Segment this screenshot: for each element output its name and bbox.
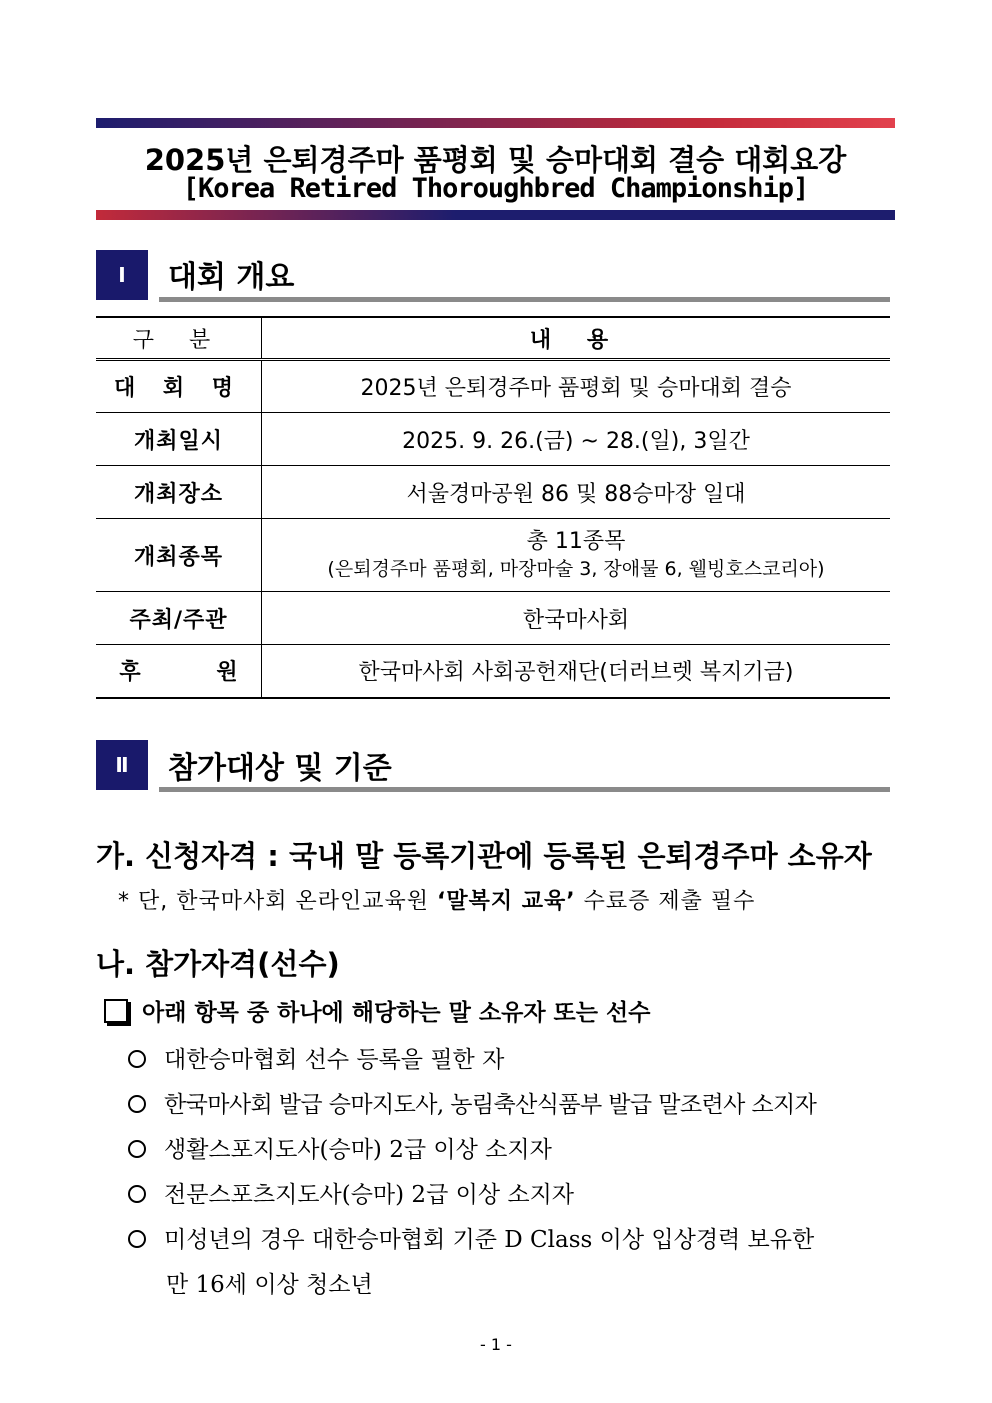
row-value: 서울경마공원 86 및 88승마장 일대 [262, 466, 891, 519]
checkbox-icon [104, 999, 128, 1023]
document-subtitle: [Korea Retired Thoroughbred Championship] [182, 173, 809, 204]
section1-title: 대회 개요 [168, 260, 295, 295]
table-row [96, 645, 890, 698]
check-item [104, 994, 650, 1027]
check-item-text: 아래 항목 중 하나에 해당하는 말 소유자 또는 선수 [142, 999, 651, 1026]
row-value [262, 519, 891, 592]
list-item [128, 1221, 814, 1254]
circle-bullet-icon [128, 1230, 146, 1248]
row-value: 한국마사회 사회공헌재단(더러브렛 복지기금) [262, 645, 891, 698]
list-item [128, 1176, 574, 1209]
row-value: 2025. 9. 26.(금) ~ 28.(일), 3일간 [262, 413, 891, 466]
table-row [96, 466, 890, 519]
table-row [96, 413, 890, 466]
list-item [128, 1131, 552, 1164]
circle-bullet-icon [128, 1095, 146, 1113]
row-value-sub: (은퇴경주마 품평회, 마장마술 3, 장애물 6, 웰빙호스코리아) [327, 558, 825, 580]
document-title: 2025년 은퇴경주마 품평회 및 승마대회 결승 대회요강 [144, 143, 847, 177]
row-label: 주최/주관 [96, 592, 262, 645]
table-row [96, 360, 890, 413]
row-value: 2025년 은퇴경주마 품평회 및 승마대회 결승 [262, 360, 891, 413]
row-value-main: 총 11종목 [526, 529, 626, 554]
header-category: 구 분 [96, 317, 262, 360]
row-label: 개최장소 [96, 466, 262, 519]
eligibility-note [118, 884, 755, 915]
page-number: - 1 - [480, 1335, 512, 1354]
heading-eligibility-athlete: 나. 참가자격(선수) [96, 947, 340, 981]
row-label: 개최일시 [96, 413, 262, 466]
table-header-row [96, 317, 890, 360]
circle-bullet-icon [128, 1185, 146, 1203]
table-row [96, 519, 890, 592]
note-bold: ‘말복지 교육’ [437, 889, 576, 914]
note-prefix: * 단, 한국마사회 온라인교육원 [118, 889, 437, 914]
circle-bullet-icon [128, 1050, 146, 1068]
list-item-text: 대한승마협회 선수 등록을 필한 자 [164, 1047, 505, 1073]
circle-bullet-icon [128, 1140, 146, 1158]
list-item-text: 미성년의 경우 대한승마협회 기준 D Class 이상 입상경력 보유한 [164, 1227, 815, 1253]
list-item-text: 생활스포지도사(승마) 2급 이상 소지자 [164, 1137, 552, 1163]
row-label: 개최종목 [96, 519, 262, 592]
section2-title: 참가대상 및 기준 [168, 751, 392, 786]
section2-number-box: Ⅱ [96, 740, 148, 790]
note-suffix: 수료증 제출 필수 [575, 889, 756, 914]
list-item-text: 한국마사회 발급 승마지도사, 농림축산식품부 발급 말조련사 소지자 [164, 1092, 817, 1118]
heading-eligibility-application: 가. 신청자격 : 국내 말 등록기관에 등록된 은퇴경주마 소유자 [96, 839, 872, 873]
overview-table [96, 316, 890, 699]
table-row [96, 592, 890, 645]
section2-underline [159, 787, 890, 792]
title-top-bar [96, 118, 895, 128]
title-bottom-bar [96, 210, 895, 220]
header-content: 내 용 [262, 317, 891, 360]
section1-underline [159, 297, 890, 302]
row-value: 한국마사회 [262, 592, 891, 645]
list-item [128, 1086, 816, 1119]
section1-number-box: Ⅰ [96, 250, 148, 300]
list-item-text: 전문스포츠지도사(승마) 2급 이상 소지자 [164, 1182, 575, 1208]
row-label: 대 회 명 [96, 360, 262, 413]
list-item [128, 1041, 504, 1074]
row-label: 후 원 [96, 645, 262, 698]
list-item-continuation: 만 16세 이상 청소년 [166, 1272, 373, 1298]
